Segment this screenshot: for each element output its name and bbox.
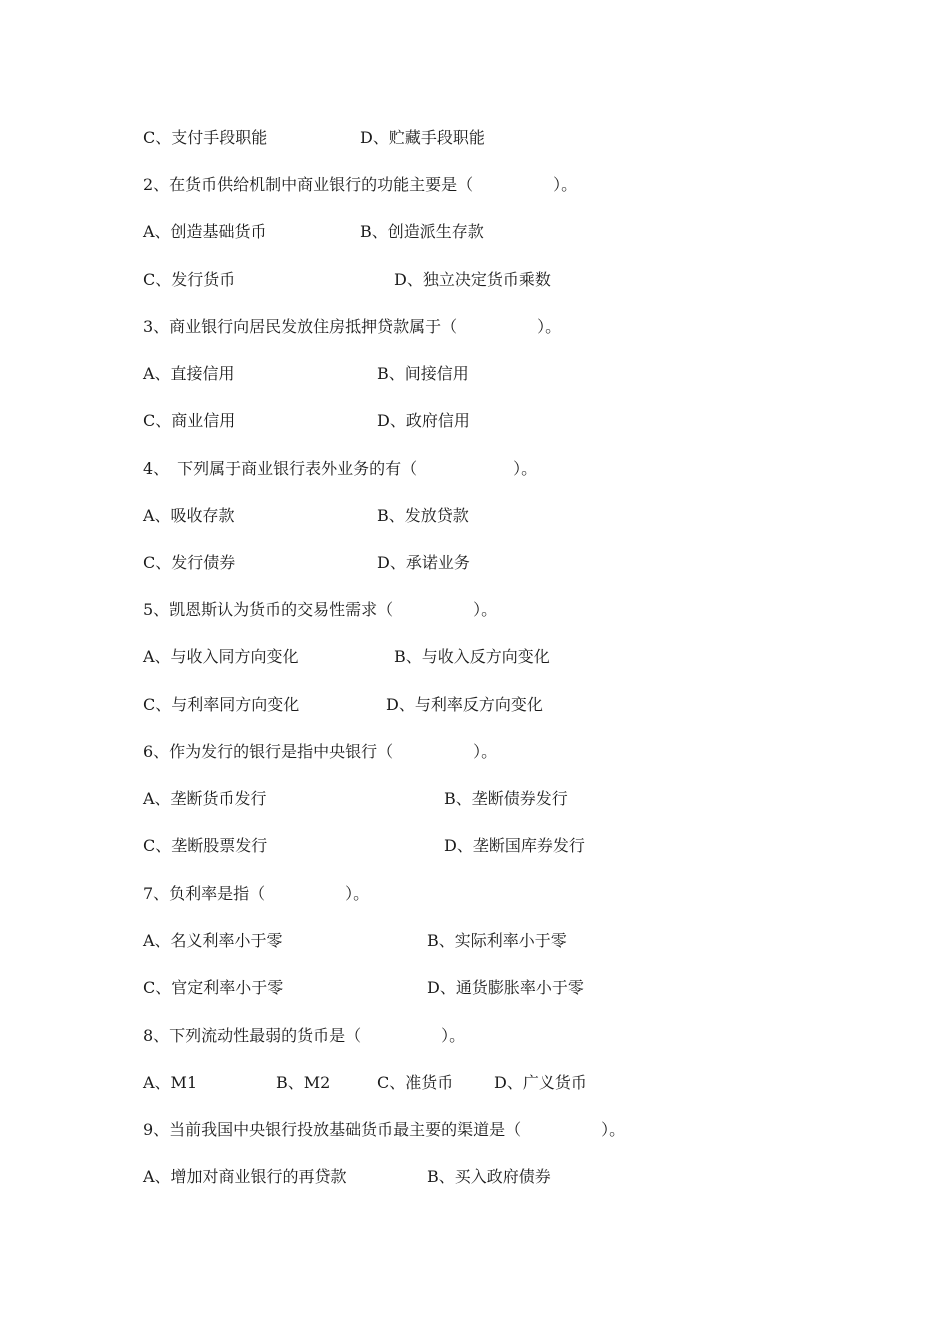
- question-8: 8、下列流动性最弱的货币是（ ）。: [143, 1026, 466, 1045]
- option-a: A、垄断货币发行: [143, 789, 267, 808]
- option-d: D、与利率反方向变化: [386, 695, 543, 714]
- option-c: C、支付手段职能: [143, 128, 268, 147]
- option-d: D、贮藏手段职能: [360, 128, 485, 147]
- option-d: D、政府信用: [377, 411, 470, 430]
- option-b: B、垄断债券发行: [444, 789, 568, 808]
- option-b: B、间接信用: [377, 364, 469, 383]
- options-row: [143, 362, 469, 386]
- option-d: D、通货膨胀率小于零: [427, 978, 584, 997]
- options-row: [143, 834, 585, 858]
- options-row: [143, 220, 484, 244]
- option-c: C、发行债券: [143, 553, 236, 572]
- options-row: [143, 409, 470, 433]
- option-c: C、商业信用: [143, 411, 236, 430]
- options-row: [143, 787, 568, 811]
- options-row: [143, 1071, 587, 1095]
- option-b: B、M2: [276, 1073, 331, 1092]
- option-c: C、发行货币: [143, 270, 236, 289]
- options-row: [143, 645, 550, 669]
- option-b: B、与收入反方向变化: [394, 647, 550, 666]
- options-row: [143, 268, 551, 292]
- option-a: A、直接信用: [143, 364, 235, 383]
- question-6: 6、作为发行的银行是指中央银行（ ）。: [143, 742, 498, 761]
- options-row: [143, 551, 470, 575]
- question-9: 9、当前我国中央银行投放基础货币最主要的渠道是（ ）。: [143, 1120, 626, 1139]
- question-4: 4、 下列属于商业银行表外业务的有（ ）。: [143, 459, 538, 478]
- question-5: 5、凯恩斯认为货币的交易性需求（ ）。: [143, 600, 498, 619]
- option-b: B、创造派生存款: [360, 222, 484, 241]
- option-c: C、准货币: [377, 1073, 454, 1092]
- question-7: 7、负利率是指（ ）。: [143, 884, 370, 903]
- option-a: A、增加对商业银行的再贷款: [143, 1167, 347, 1186]
- option-b: B、发放贷款: [377, 506, 469, 525]
- option-a: A、吸收存款: [143, 506, 235, 525]
- option-c: C、与利率同方向变化: [143, 695, 300, 714]
- option-a: A、名义利率小于零: [143, 931, 283, 950]
- options-row: [143, 1165, 551, 1189]
- option-d: D、垄断国库券发行: [444, 836, 585, 855]
- options-row: [143, 929, 567, 953]
- option-a: A、M1: [143, 1073, 198, 1092]
- option-b: B、买入政府债券: [427, 1167, 551, 1186]
- option-d: D、承诺业务: [377, 553, 470, 572]
- option-d: D、独立决定货币乘数: [394, 270, 551, 289]
- options-row: [143, 693, 543, 717]
- option-c: C、官定利率小于零: [143, 978, 284, 997]
- options-row: [143, 504, 469, 528]
- option-b: B、实际利率小于零: [427, 931, 567, 950]
- options-row: [143, 126, 485, 150]
- option-a: A、与收入同方向变化: [143, 647, 299, 666]
- question-3: 3、商业银行向居民发放住房抵押贷款属于（ ）。: [143, 317, 562, 336]
- options-row: [143, 976, 584, 1000]
- question-2: 2、在货币供给机制中商业银行的功能主要是（ ）。: [143, 175, 578, 194]
- option-d: D、广义货币: [494, 1073, 587, 1092]
- option-c: C、垄断股票发行: [143, 836, 268, 855]
- option-a: A、创造基础货币: [143, 222, 267, 241]
